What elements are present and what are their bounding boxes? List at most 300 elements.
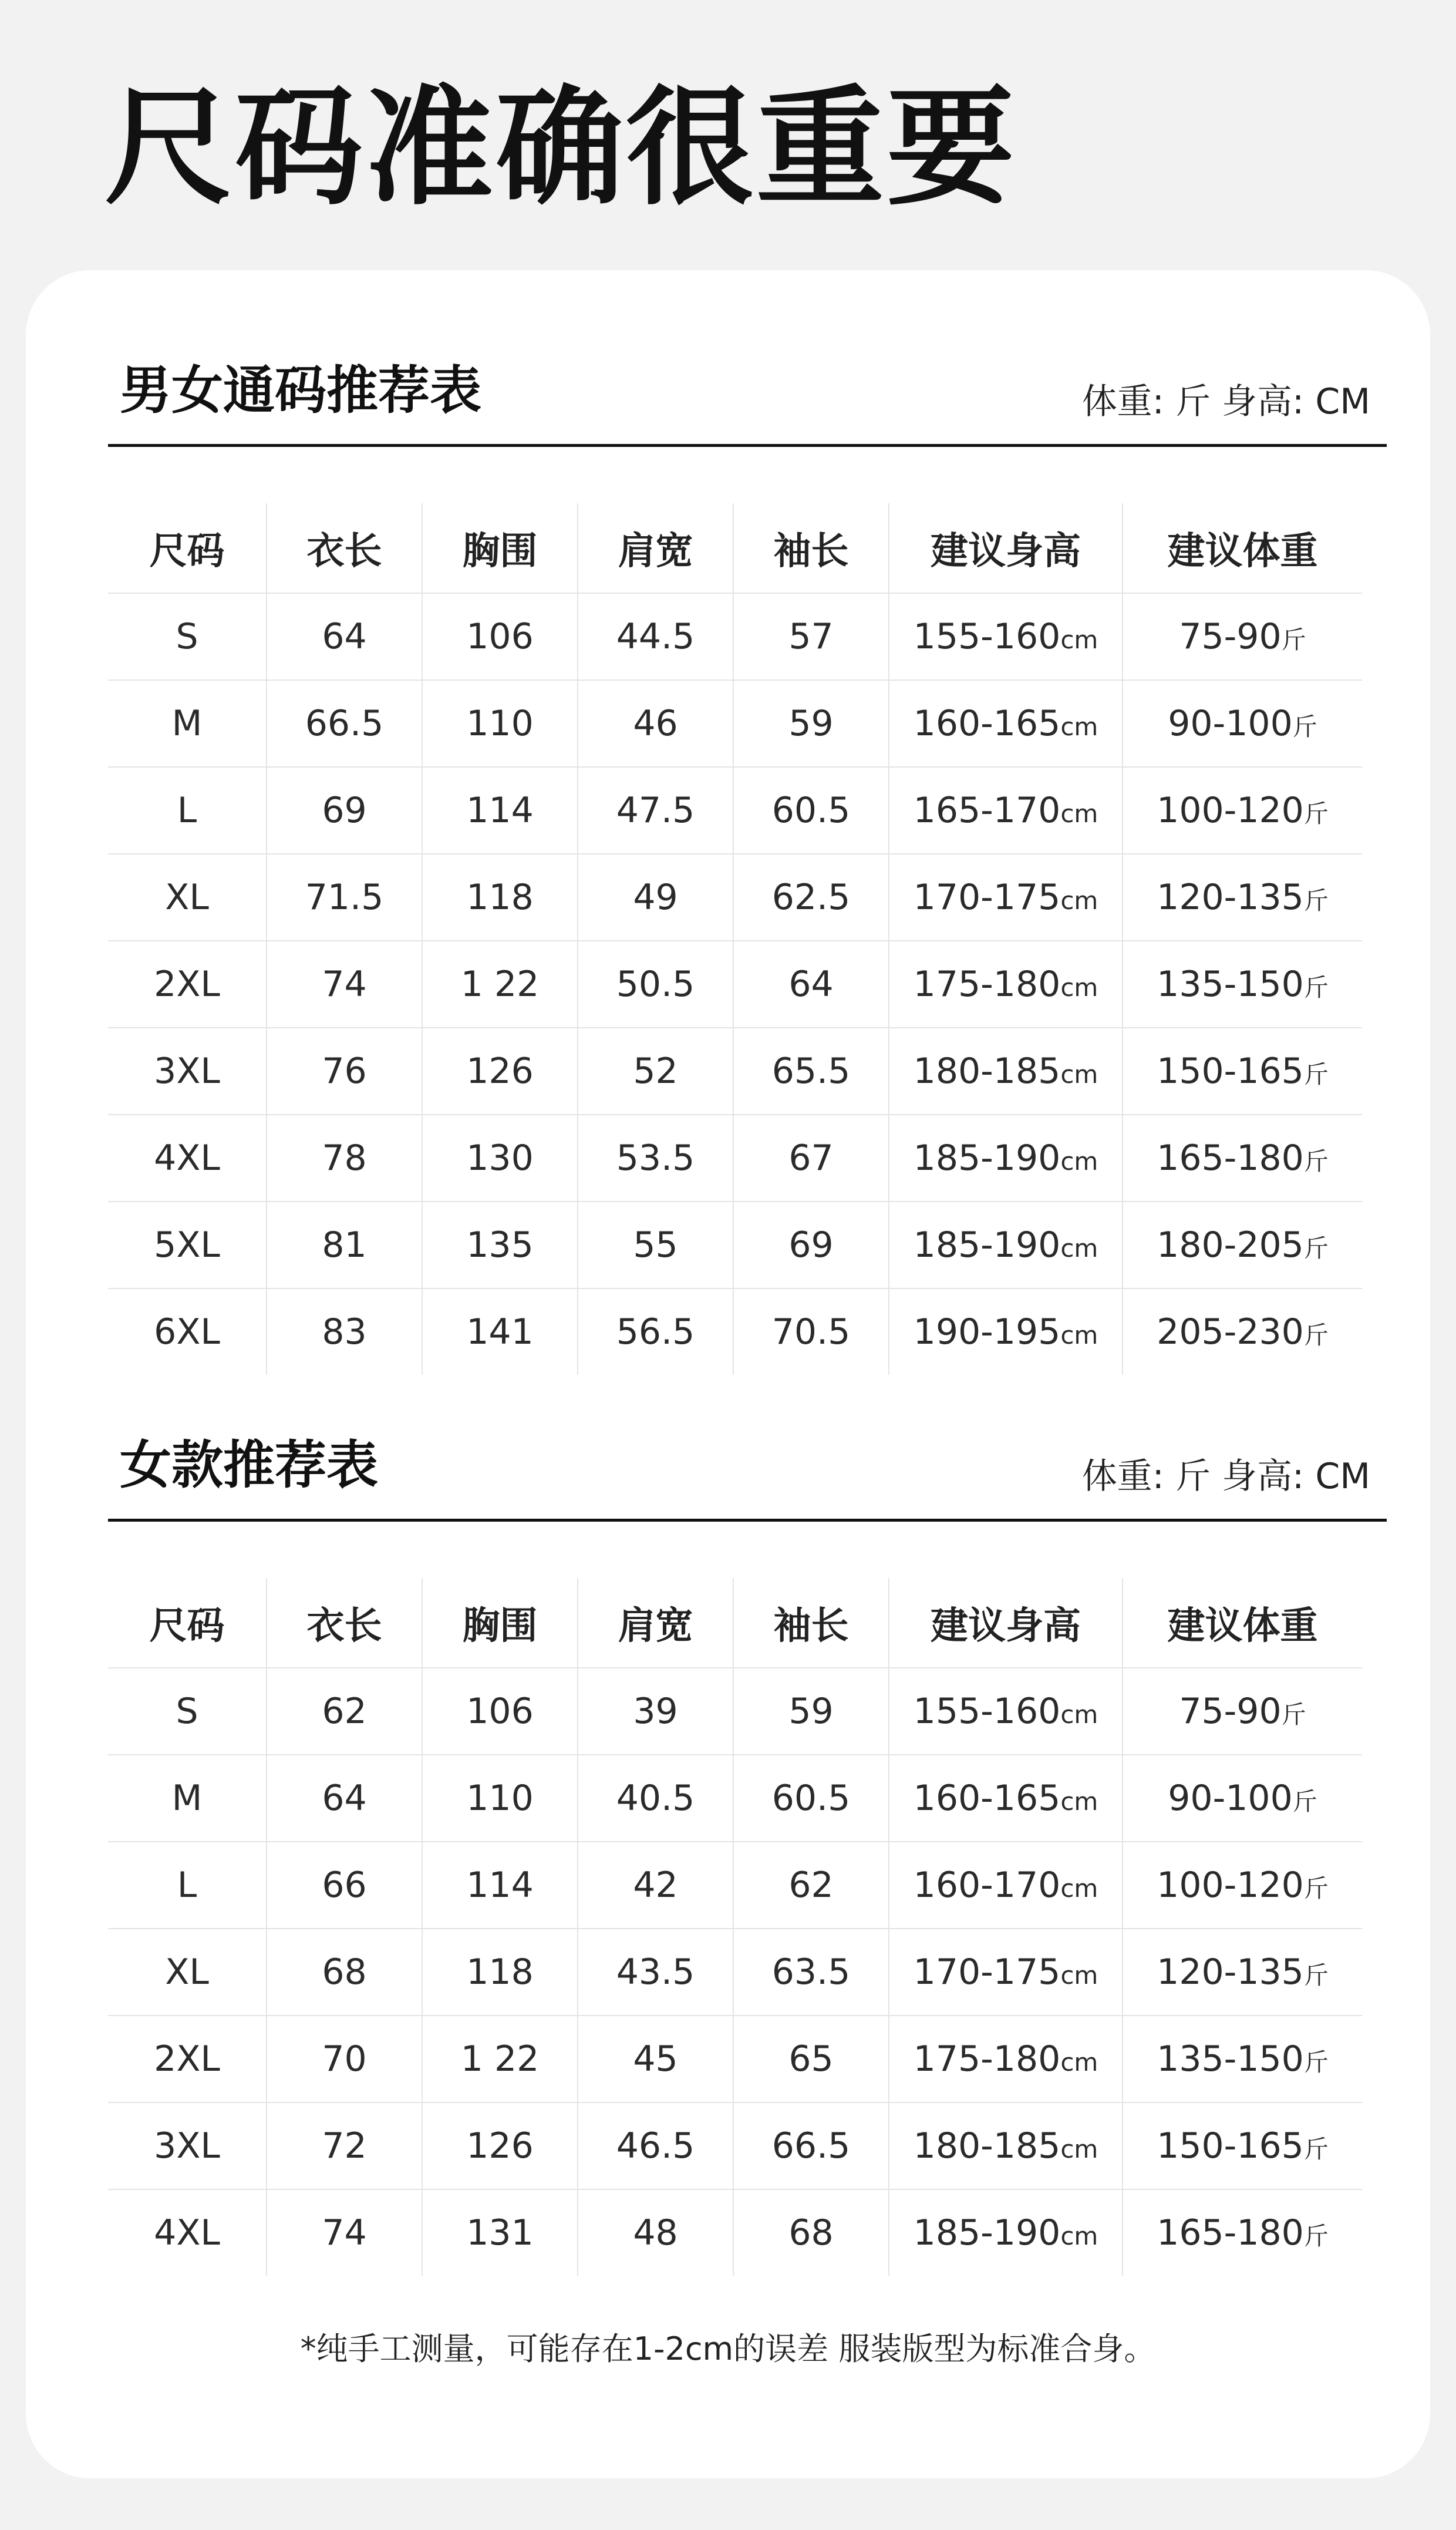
cell-value: 49	[633, 877, 678, 918]
cell-value: XL	[165, 1952, 209, 1993]
length-cell	[267, 1755, 422, 1842]
weight-cell	[1123, 1929, 1362, 2016]
length-cell	[267, 593, 422, 680]
weight-cell	[1123, 1202, 1362, 1288]
cell-value: 48	[633, 2212, 678, 2253]
shoulder-cell	[578, 1668, 733, 1755]
unit-note: 体重: 斤 身高: CM	[1081, 1456, 1370, 1497]
weight-cell	[1123, 1028, 1362, 1115]
height-cell	[889, 1028, 1123, 1115]
shoulder-cell	[578, 1929, 733, 2016]
cell-value: 59	[788, 1691, 834, 1732]
shoulder-cell	[578, 1842, 733, 1929]
cell-value: 120-135	[1157, 877, 1304, 918]
column-header: 衣长	[267, 1578, 422, 1668]
weight-unit: 斤	[1303, 2222, 1329, 2250]
cell-value: 150-165	[1157, 1051, 1304, 1092]
shoulder-cell	[578, 2016, 733, 2102]
weight-unit: 斤	[1303, 1321, 1329, 1350]
cell-value: M	[171, 703, 203, 744]
size-table	[108, 503, 1362, 1375]
table-row	[108, 593, 1362, 680]
sleeve-cell	[733, 1202, 889, 1288]
chest-cell	[422, 680, 578, 767]
weight-unit: 斤	[1303, 799, 1329, 828]
column-header: 尺码	[149, 530, 225, 573]
cell-value: 100-120	[1157, 1865, 1304, 1906]
table-row	[108, 1028, 1362, 1115]
cell-value: 180-205	[1157, 1224, 1304, 1266]
cell-value: 170-175	[913, 877, 1061, 918]
measurement-footnote: *纯手工测量，可能存在1-2cm的误差 服装版型为标准合身。	[300, 2330, 1156, 2367]
shoulder-cell	[578, 1755, 733, 1842]
table-row	[108, 1842, 1362, 1929]
cell-value: 100-120	[1157, 790, 1304, 831]
cell-value: 63.5	[771, 1952, 851, 1993]
height-unit: cm	[1060, 1787, 1098, 1816]
cell-value: 170-175	[913, 1952, 1061, 1993]
size-cell	[108, 680, 267, 767]
cell-value: 72	[322, 2125, 367, 2166]
unit-note: 体重: 斤 身高: CM	[1081, 381, 1370, 422]
cell-value: 66.5	[305, 703, 384, 744]
weight-unit: 斤	[1281, 1700, 1306, 1729]
cell-value: 60.5	[771, 790, 851, 831]
cell-value: 52	[633, 1051, 678, 1092]
length-cell	[267, 1202, 422, 1288]
size-cell	[108, 767, 267, 854]
cell-value: 76	[322, 1051, 367, 1092]
cell-value: 185-190	[913, 1138, 1061, 1179]
cell-value: 110	[466, 1778, 534, 1819]
cell-value: 62	[788, 1865, 834, 1906]
cell-value: 165-180	[1157, 1138, 1304, 1179]
sleeve-cell	[733, 1028, 889, 1115]
sleeve-cell	[733, 1668, 889, 1755]
sleeve-cell	[733, 2102, 889, 2189]
height-unit: cm	[1060, 1321, 1098, 1350]
weight-cell	[1123, 1755, 1362, 1842]
cell-value: 150-165	[1157, 2125, 1304, 2166]
weight-cell	[1123, 1115, 1362, 1202]
size-cell	[108, 1842, 267, 1929]
sleeve-cell	[733, 1115, 889, 1202]
cell-value: 81	[322, 1224, 367, 1266]
cell-value: 2XL	[154, 964, 220, 1005]
cell-value: 47.5	[616, 790, 695, 831]
column-header: 建议身高	[889, 1578, 1123, 1668]
column-header: 建议体重	[1123, 1578, 1362, 1668]
weight-unit: 斤	[1303, 1060, 1329, 1089]
weight-unit: 斤	[1303, 886, 1329, 915]
chest-cell	[422, 2189, 578, 2276]
cell-value: 126	[466, 2125, 534, 2166]
weight-cell	[1123, 1842, 1362, 1929]
cell-value: 135-150	[1157, 964, 1304, 1005]
cell-value: 3XL	[154, 2125, 220, 2166]
shoulder-cell	[578, 2102, 733, 2189]
cell-value: 39	[633, 1691, 678, 1732]
table-row	[108, 2102, 1362, 2189]
weight-cell	[1123, 593, 1362, 680]
weight-unit: 斤	[1303, 1234, 1329, 1263]
cell-value: 141	[466, 1311, 534, 1353]
size-cell	[108, 2016, 267, 2102]
cell-value: 131	[466, 2212, 534, 2253]
sleeve-cell	[733, 680, 889, 767]
shoulder-cell	[578, 593, 733, 680]
height-cell	[889, 2016, 1123, 2102]
height-unit: cm	[1060, 625, 1098, 654]
cell-value: 180-185	[913, 2125, 1061, 2166]
cell-value: 185-190	[913, 1224, 1061, 1266]
height-cell	[889, 767, 1123, 854]
cell-value: 165-170	[913, 790, 1061, 831]
cell-value: 185-190	[913, 2212, 1061, 2253]
cell-value: 62	[322, 1691, 367, 1732]
height-unit: cm	[1060, 1961, 1098, 1990]
cell-value: 6XL	[154, 1311, 220, 1353]
table-row	[108, 2016, 1362, 2102]
chest-cell	[422, 1202, 578, 1288]
weight-cell	[1123, 1288, 1362, 1375]
table-row	[108, 2189, 1362, 2276]
shoulder-cell	[578, 767, 733, 854]
cell-value: L	[177, 1865, 197, 1906]
table-row	[108, 767, 1362, 854]
cell-value: 74	[322, 2212, 367, 2253]
cell-value: 165-180	[1157, 2212, 1304, 2253]
section-header	[108, 1427, 1387, 1522]
shoulder-cell	[578, 854, 733, 941]
weight-cell	[1123, 854, 1362, 941]
weight-cell	[1123, 680, 1362, 767]
cell-value: 44.5	[616, 616, 695, 657]
cell-value: 40.5	[616, 1778, 695, 1819]
chest-cell	[422, 593, 578, 680]
length-cell	[267, 1929, 422, 2016]
height-unit: cm	[1060, 1700, 1098, 1729]
height-cell	[889, 1842, 1123, 1929]
cell-value: 90-100	[1168, 703, 1293, 744]
column-header: 胸围	[422, 1578, 578, 1668]
weight-unit: 斤	[1303, 1961, 1329, 1990]
length-cell	[267, 2016, 422, 2102]
cell-value: 65.5	[771, 1051, 851, 1092]
weight-unit: 斤	[1303, 1874, 1329, 1903]
size-cell	[108, 941, 267, 1028]
shoulder-cell	[578, 1115, 733, 1202]
weight-unit: 斤	[1303, 2048, 1329, 2077]
cell-value: 4XL	[154, 2212, 220, 2253]
column-header: 袖长	[733, 503, 889, 593]
table-row	[108, 854, 1362, 941]
cell-value: 59	[788, 703, 834, 744]
section-header	[108, 352, 1387, 447]
sleeve-cell	[733, 854, 889, 941]
length-cell	[267, 854, 422, 941]
weight-cell	[1123, 1668, 1362, 1755]
column-header: 建议体重	[1123, 503, 1362, 593]
height-unit: cm	[1060, 1060, 1098, 1089]
cell-value: 83	[322, 1311, 367, 1353]
shoulder-cell	[578, 2189, 733, 2276]
cell-value: 71.5	[305, 877, 384, 918]
shoulder-cell	[578, 941, 733, 1028]
cell-value: XL	[165, 877, 209, 918]
height-cell	[889, 1202, 1123, 1288]
size-cell	[108, 1288, 267, 1375]
height-cell	[889, 680, 1123, 767]
sleeve-cell	[733, 1755, 889, 1842]
cell-value: 57	[788, 616, 834, 657]
shoulder-cell	[578, 1202, 733, 1288]
cell-value: 43.5	[616, 1952, 695, 1993]
column-header: 肩宽	[578, 1578, 733, 1668]
cell-value: 69	[322, 790, 367, 831]
size-cell	[108, 1668, 267, 1755]
table-row	[108, 1202, 1362, 1288]
cell-value: L	[177, 790, 197, 831]
cell-value: 46.5	[616, 2125, 695, 2166]
column-header: 尺码	[149, 1604, 225, 1648]
cell-value: 65	[788, 2038, 834, 2080]
cell-value: 135-150	[1157, 2038, 1304, 2080]
sleeve-cell	[733, 1842, 889, 1929]
height-unit: cm	[1060, 799, 1098, 828]
cell-value: 205-230	[1157, 1311, 1304, 1353]
chest-cell	[422, 1115, 578, 1202]
height-cell	[889, 2189, 1123, 2276]
cell-value: 64	[788, 964, 834, 1005]
height-unit: cm	[1060, 2135, 1098, 2164]
length-cell	[267, 2189, 422, 2276]
table-row	[108, 1115, 1362, 1202]
cell-value: 68	[322, 1952, 367, 1993]
column-header: 胸围	[422, 503, 578, 593]
height-cell	[889, 1115, 1123, 1202]
cell-value: 118	[466, 877, 534, 918]
cell-value: 90-100	[1168, 1778, 1293, 1819]
height-cell	[889, 1929, 1123, 2016]
length-cell	[267, 941, 422, 1028]
weight-unit: 斤	[1281, 625, 1306, 654]
height-unit: cm	[1060, 1234, 1098, 1263]
chest-cell	[422, 2016, 578, 2102]
weight-cell	[1123, 767, 1362, 854]
height-cell	[889, 854, 1123, 941]
size-cell	[108, 2102, 267, 2189]
cell-value: 160-165	[913, 703, 1061, 744]
height-unit: cm	[1060, 973, 1098, 1002]
height-cell	[889, 1668, 1123, 1755]
weight-cell	[1123, 2102, 1362, 2189]
shoulder-cell	[578, 680, 733, 767]
height-unit: cm	[1060, 2048, 1098, 2077]
chest-cell	[422, 1288, 578, 1375]
cell-value: 60.5	[771, 1778, 851, 1819]
cell-value: 78	[322, 1138, 367, 1179]
chest-cell	[422, 2102, 578, 2189]
column-header: 衣长	[267, 503, 422, 593]
weight-unit: 斤	[1303, 973, 1329, 1002]
size-cell	[108, 854, 267, 941]
sleeve-cell	[733, 1288, 889, 1375]
shoulder-cell	[578, 1028, 733, 1115]
cell-value: 2XL	[154, 2038, 220, 2080]
length-cell	[267, 1668, 422, 1755]
weight-unit: 斤	[1303, 2135, 1329, 2164]
cell-value: 75-90	[1179, 1691, 1282, 1732]
height-cell	[889, 2102, 1123, 2189]
cell-value: 53.5	[616, 1138, 695, 1179]
length-cell	[267, 1028, 422, 1115]
length-cell	[267, 767, 422, 854]
weight-cell	[1123, 2016, 1362, 2102]
cell-value: 69	[788, 1224, 834, 1266]
cell-value: 70	[322, 2038, 367, 2080]
table-row	[108, 1755, 1362, 1842]
cell-value: 55	[633, 1224, 678, 1266]
cell-value: 67	[788, 1138, 834, 1179]
section-title: 女款推荐表	[120, 1435, 379, 1495]
cell-value: 190-195	[913, 1311, 1061, 1353]
length-cell	[267, 680, 422, 767]
cell-value: 75-90	[1179, 616, 1282, 657]
unisex-size-section	[108, 352, 1387, 1375]
cell-value: M	[171, 1778, 203, 1819]
size-cell	[108, 1028, 267, 1115]
weight-unit: 斤	[1303, 1147, 1329, 1176]
length-cell	[267, 1288, 422, 1375]
sleeve-cell	[733, 2189, 889, 2276]
women-size-section	[108, 1427, 1387, 2276]
sleeve-cell	[733, 593, 889, 680]
chest-cell	[422, 1028, 578, 1115]
cell-value: 114	[466, 1865, 534, 1906]
height-unit: cm	[1060, 1147, 1098, 1176]
size-cell	[108, 593, 267, 680]
table-row	[108, 680, 1362, 767]
height-cell	[889, 1755, 1123, 1842]
length-cell	[267, 2102, 422, 2189]
weight-unit: 斤	[1292, 712, 1317, 741]
cell-value: 110	[466, 703, 534, 744]
size-cell	[108, 1755, 267, 1842]
cell-value: 155-160	[913, 1691, 1061, 1732]
table-row	[108, 941, 1362, 1028]
size-chart-card	[26, 270, 1430, 2478]
cell-value: 175-180	[913, 2038, 1061, 2080]
weight-cell	[1123, 2189, 1362, 2276]
cell-value: 46	[633, 703, 678, 744]
shoulder-cell	[578, 1288, 733, 1375]
page-title: 尺码准确很重要	[105, 74, 1017, 223]
cell-value: 120-135	[1157, 1952, 1304, 1993]
cell-value: S	[176, 1691, 198, 1732]
sleeve-cell	[733, 1929, 889, 2016]
sleeve-cell	[733, 2016, 889, 2102]
weight-cell	[1123, 941, 1362, 1028]
chest-cell	[422, 1929, 578, 2016]
chest-cell	[422, 767, 578, 854]
height-cell	[889, 1288, 1123, 1375]
height-unit: cm	[1060, 712, 1098, 741]
cell-value: 64	[322, 616, 367, 657]
cell-value: 135	[466, 1224, 534, 1266]
cell-value: 160-170	[913, 1865, 1061, 1906]
cell-value: 62.5	[771, 877, 851, 918]
cell-value: 1 22	[460, 964, 540, 1005]
table-row	[108, 1288, 1362, 1375]
cell-value: 5XL	[154, 1224, 220, 1266]
cell-value: 66.5	[771, 2125, 851, 2166]
sleeve-cell	[733, 941, 889, 1028]
chest-cell	[422, 941, 578, 1028]
size-cell	[108, 1202, 267, 1288]
cell-value: 70.5	[771, 1311, 851, 1353]
size-cell	[108, 1115, 267, 1202]
cell-value: 66	[322, 1865, 367, 1906]
column-header: 肩宽	[578, 503, 733, 593]
length-cell	[267, 1115, 422, 1202]
cell-value: 175-180	[913, 964, 1061, 1005]
chest-cell	[422, 1668, 578, 1755]
weight-unit: 斤	[1292, 1787, 1317, 1816]
height-unit: cm	[1060, 1874, 1098, 1903]
sleeve-cell	[733, 767, 889, 854]
cell-value: 126	[466, 1051, 534, 1092]
cell-value: 4XL	[154, 1138, 220, 1179]
cell-value: S	[176, 616, 198, 657]
length-cell	[267, 1842, 422, 1929]
size-table	[108, 1578, 1362, 2276]
size-cell	[108, 1929, 267, 2016]
height-cell	[889, 941, 1123, 1028]
cell-value: 114	[466, 790, 534, 831]
cell-value: 64	[322, 1778, 367, 1819]
table-row	[108, 1668, 1362, 1755]
cell-value: 3XL	[154, 1051, 220, 1092]
cell-value: 68	[788, 2212, 834, 2253]
cell-value: 56.5	[616, 1311, 695, 1353]
cell-value: 160-165	[913, 1778, 1061, 1819]
cell-value: 106	[466, 616, 534, 657]
column-header: 袖长	[733, 1578, 889, 1668]
table-header-row	[108, 503, 1362, 593]
cell-value: 130	[466, 1138, 534, 1179]
cell-value: 45	[633, 2038, 678, 2080]
cell-value: 155-160	[913, 616, 1061, 657]
height-cell	[889, 593, 1123, 680]
chest-cell	[422, 1842, 578, 1929]
chest-cell	[422, 1755, 578, 1842]
height-unit: cm	[1060, 2222, 1098, 2250]
cell-value: 106	[466, 1691, 534, 1732]
cell-value: 50.5	[616, 964, 695, 1005]
column-header: 建议身高	[889, 503, 1123, 593]
cell-value: 180-185	[913, 1051, 1061, 1092]
chest-cell	[422, 854, 578, 941]
cell-value: 42	[633, 1865, 678, 1906]
height-unit: cm	[1060, 886, 1098, 915]
section-title: 男女通码推荐表	[120, 360, 482, 420]
size-cell	[108, 2189, 267, 2276]
cell-value: 74	[322, 964, 367, 1005]
cell-value: 118	[466, 1952, 534, 1993]
cell-value: 1 22	[460, 2038, 540, 2080]
table-header-row	[108, 1578, 1362, 1668]
